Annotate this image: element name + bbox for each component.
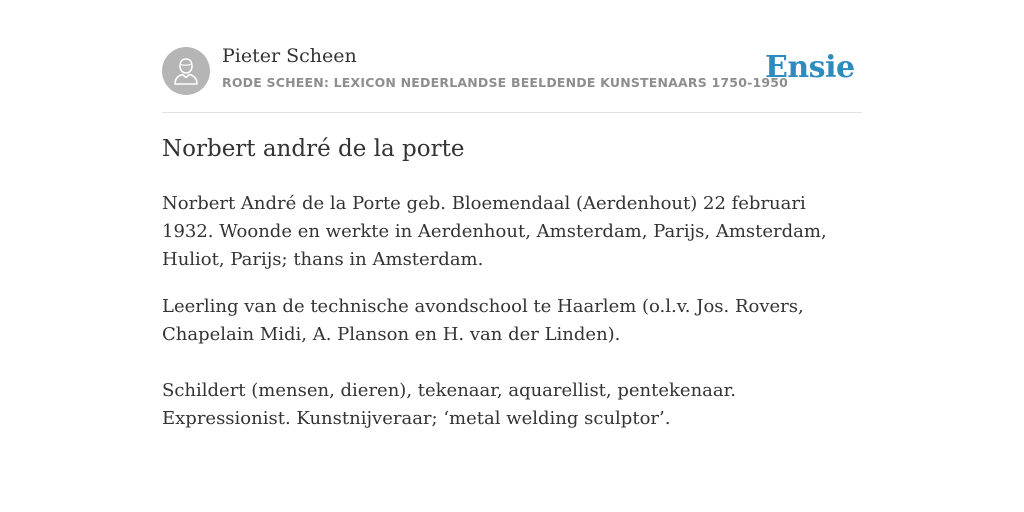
source-name[interactable]: RODE SCHEEN: LEXICON NEDERLANDSE BEELDENDE KUNSTENAARS 1750-1950 bbox=[222, 75, 789, 90]
content-container bbox=[162, 0, 862, 429]
article-paragraph-3: Schildert (mensen, dieren), tekenaar, aquarellist, pentekenaar. Expressionist. Kunstnijveraar; ‘metal welding sculptor’. bbox=[162, 380, 736, 429]
author-name[interactable]: Pieter Scheen bbox=[222, 45, 357, 67]
article-paragraph-2: Leerling van de technische avondschool te Haarlem (o.l.v. Jos. Rovers, Chapelain Midi, A. Planson en H. van der Linden). bbox=[162, 296, 804, 345]
user-silhouette-icon bbox=[172, 56, 200, 86]
avatar[interactable] bbox=[162, 47, 210, 95]
header bbox=[162, 0, 862, 113]
ensie-logo-link[interactable]: Ensie bbox=[765, 50, 855, 85]
article-paragraph-1: Norbert André de la Porte geb. Bloemendaal (Aerdenhout) 22 februari 1932. Woonde en werkte in Aerdenhout, Amsterdam, Parijs, Amsterdam, Huliot, Parijs; thans in Amsterdam. bbox=[162, 193, 827, 270]
article-title: Norbert andré de la porte bbox=[162, 136, 465, 162]
